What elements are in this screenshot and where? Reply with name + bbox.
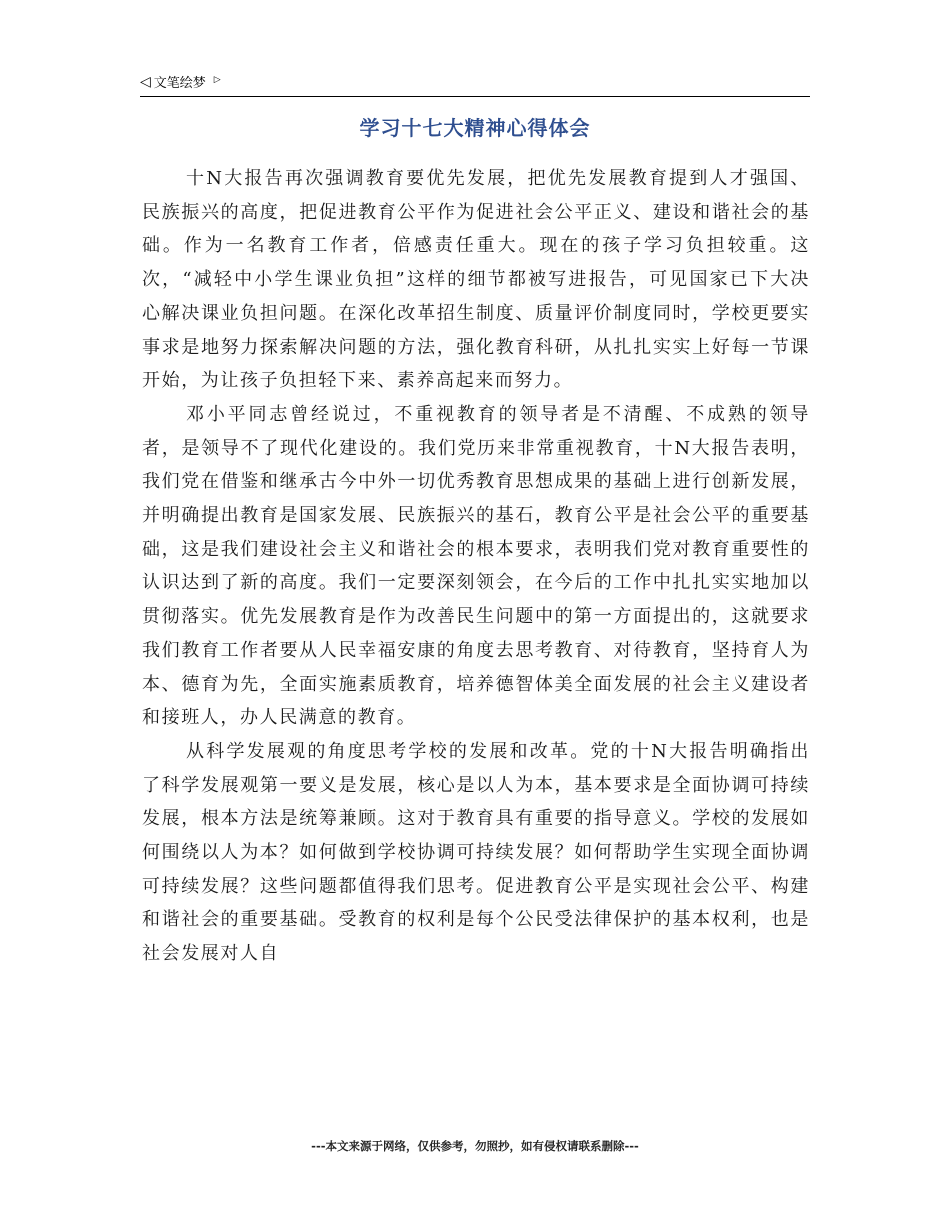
- header-brand: [140, 72, 221, 91]
- document-title: 学习十七大精神心得体会: [359, 116, 591, 140]
- paragraph-1: 十N大报告再次强调教育要优先发展，把优先发展教育提到人才强国、民族振兴的高度，把促进教育公平作为促进社会公平正义、建设和谐社会的基础。作为一名教育工作者，倍感责任重大。现在的孩子学习负担较重。这次，“减轻中小学生课业负担”这样的细节都被写进报告，可见国家已下大决心解决课业负担问题。在深化改革招生制度、质量评价制度同时，学校更要实事求是地努力探索解决问题的方法，强化教育科研，从扎扎实实上好每一节课开始，为让孩子负担轻下来、素养高起来而努力。: [142, 168, 810, 392]
- paragraph-2: 邓小平同志曾经说过，不重视教育的领导者是不清醒、不成熟的领导者，是领导不了现代化建设的。我们党历来非常重视教育，十N大报告表明，我们党在借鉴和继承古今中外一切优秀教育思想成果的基础上进行创新发展，并明确提出教育是国家发展、民族振兴的基石，教育公平是社会公平的重要基础，这是我们建设社会主义和谐社会的根本要求，表明我们党对教育重要性的认识达到了新的高度。我们一定要深刻领会，在今后的工作中扎扎实实地加以贯彻落实。优先发展教育是作为改善民生问题中的第一方面提出的，这就要求我们教育工作者要从人民幸福安康的角度去思考教育、对待教育，坚持育人为本、德育为先，全面实施素质教育，培养德智体美全面发展的社会主义建设者和接班人，办人民满意的教育。: [142, 403, 810, 729]
- page-header: [140, 70, 810, 97]
- paragraph-3: 从科学发展观的角度思考学校的发展和改革。党的十N大报告明确指出了科学发展观第一要义是发展，核心是以人为本，基本要求是全面协调可持续发展，根本方法是统筹兼顾。这对于教育具有重要的指导意义。学校的发展如何围绕以人为本？如何做到学校协调可持续发展？如何帮助学生实现全面协调可持续发展？这些问题都值得我们思考。促进教育公平是实现社会公平、构建和谐社会的重要基础。受教育的权利是每个公民受法律保护的基本权利，也是社会发展对人自: [142, 740, 810, 965]
- triangle-left-icon: ◁: [140, 73, 151, 90]
- footer-disclaimer: ---本文来源于网络，仅供参考，勿照抄，如有侵权请联系删除---: [311, 1139, 639, 1153]
- triangle-right-icon: ▷: [213, 74, 221, 85]
- brand-text: 文笔绘梦: [153, 76, 206, 91]
- document-body: [142, 162, 810, 971]
